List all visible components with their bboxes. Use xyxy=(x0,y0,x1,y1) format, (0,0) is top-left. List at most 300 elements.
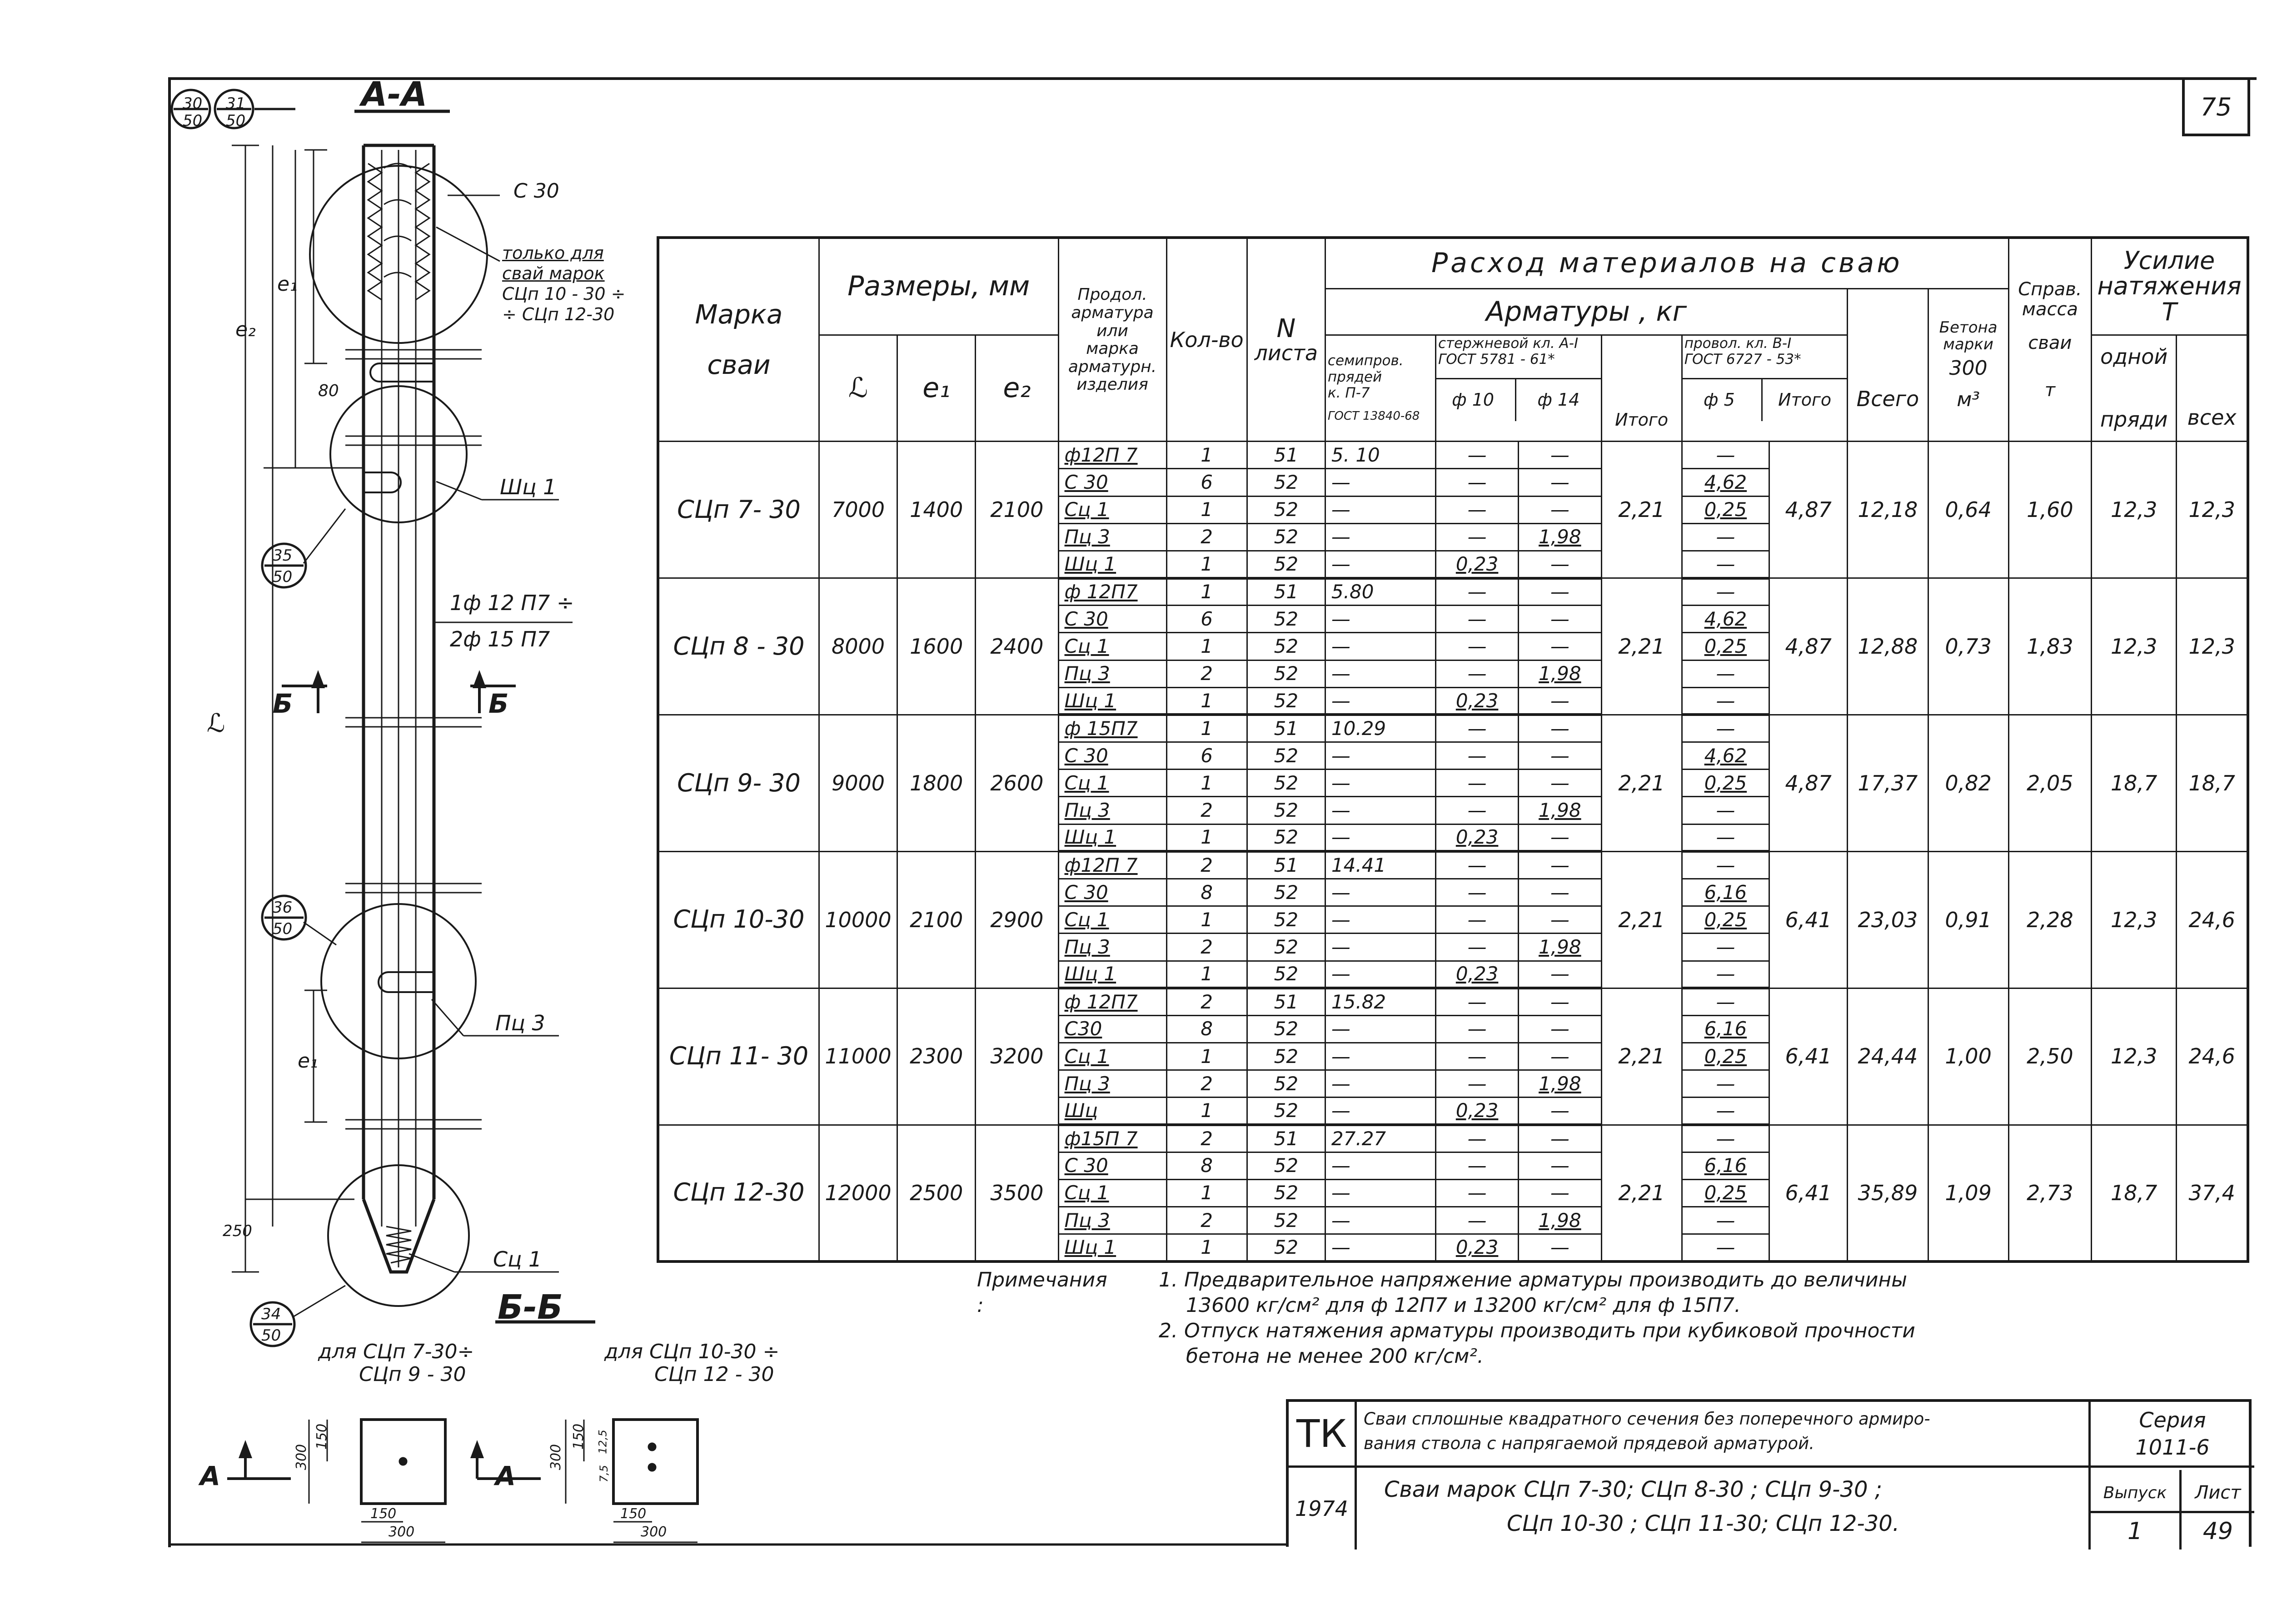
note-1-cont: 13600 кг/см² для ф 12П7 и 13200 кг/см² для ф 15П7. xyxy=(1186,1294,1741,1317)
item-qty: 1 xyxy=(1166,715,1247,742)
table-row xyxy=(658,988,2248,1015)
item-d14: — xyxy=(1519,633,1601,660)
item-strand: — xyxy=(1325,934,1435,961)
item-mark: Пц 3 xyxy=(1058,523,1166,551)
item-d5: 0,25 xyxy=(1682,633,1769,660)
item-d10: — xyxy=(1435,879,1518,906)
item-d5: 0,25 xyxy=(1682,906,1769,934)
item-sheet: 52 xyxy=(1247,1152,1325,1179)
item-strand: — xyxy=(1325,633,1435,660)
title-block xyxy=(1286,1399,2252,1547)
ref-36-50: 50 xyxy=(273,920,293,938)
item-d14: — xyxy=(1519,1234,1601,1261)
hdr-strand: семипров. прядей к. П-7 ГОСТ 13840-68 xyxy=(1325,335,1435,442)
hdr-d10: ф 10 xyxy=(1435,379,1516,421)
item-mark: Пц 3 xyxy=(1058,660,1166,687)
item-d10: — xyxy=(1435,633,1518,660)
item-sheet: 52 xyxy=(1247,660,1325,687)
item-d10: — xyxy=(1435,1125,1518,1152)
item-qty: 1 xyxy=(1166,633,1247,660)
item-strand: — xyxy=(1325,824,1435,851)
callout-only-4: ÷ СЦп 12-30 xyxy=(502,304,615,324)
item-strand: — xyxy=(1325,1234,1435,1261)
cross-right-300v: 300 xyxy=(548,1444,564,1470)
tension-all: 12,3 xyxy=(2177,578,2248,715)
item-sheet: 51 xyxy=(1247,988,1325,1015)
rod-total: 2,21 xyxy=(1601,1125,1682,1261)
concrete-volume: 0,91 xyxy=(1928,851,2008,988)
item-mark: ф15П 7 xyxy=(1058,1125,1166,1152)
item-d5: — xyxy=(1682,578,1769,606)
item-strand: — xyxy=(1325,797,1435,824)
table-row xyxy=(658,851,2248,879)
ref-35: 35 xyxy=(273,546,293,565)
item-d10: — xyxy=(1435,442,1518,469)
item-strand: — xyxy=(1325,606,1435,633)
size-e1: 1400 xyxy=(897,442,976,578)
item-d10: — xyxy=(1435,770,1518,797)
hdr-mass: Справ. масса сваи т xyxy=(2008,238,2091,442)
item-qty: 2 xyxy=(1166,797,1247,824)
org-code: ТК xyxy=(1296,1411,1347,1456)
item-d10: — xyxy=(1435,742,1518,770)
tension-all: 12,3 xyxy=(2177,442,2248,578)
description-2: вания ствола с напрягаемой прядевой арматурой. xyxy=(1364,1434,1814,1453)
ref-34-50: 50 xyxy=(261,1326,281,1345)
rod-total: 2,21 xyxy=(1601,988,1682,1125)
cross-right-75: 7,5 xyxy=(598,1465,611,1483)
wire-total: 6,41 xyxy=(1769,988,1848,1125)
item-d10: — xyxy=(1435,578,1518,606)
item-strand: — xyxy=(1325,770,1435,797)
item-d5: 0,25 xyxy=(1682,496,1769,523)
item-d14: — xyxy=(1519,606,1601,633)
item-mark: ф 12П7 xyxy=(1058,578,1166,606)
cross-right-300h: 300 xyxy=(641,1524,667,1540)
size-e2: 2400 xyxy=(976,578,1058,715)
item-d10: 0,23 xyxy=(1435,551,1518,578)
item-strand: 10.29 xyxy=(1325,715,1435,742)
item-qty: 1 xyxy=(1166,496,1247,523)
table-row xyxy=(658,442,2248,469)
item-qty: 1 xyxy=(1166,551,1247,578)
item-d14: — xyxy=(1519,496,1601,523)
issue-label: Выпуск xyxy=(2103,1483,2167,1502)
size-L: 10000 xyxy=(819,851,897,988)
section-mark-a-left: А xyxy=(200,1460,220,1491)
page-number: 75 xyxy=(2182,77,2250,136)
item-mark: ф12П 7 xyxy=(1058,851,1166,879)
item-d5: 6,16 xyxy=(1682,1152,1769,1179)
callout-only-2: свай марок xyxy=(502,263,605,283)
item-d5: — xyxy=(1682,797,1769,824)
size-e2: 2100 xyxy=(976,442,1058,578)
hdr-qty: Кол-во xyxy=(1166,238,1247,442)
pile-mass: 2,05 xyxy=(2008,715,2091,851)
table-row xyxy=(658,715,2248,742)
item-qty: 1 xyxy=(1166,442,1247,469)
item-strand: 5. 10 xyxy=(1325,442,1435,469)
hdr-prod: Продол. арматура или марка арматурн. изделия xyxy=(1058,238,1166,442)
grand-total: 12,18 xyxy=(1848,442,1928,578)
item-sheet: 52 xyxy=(1247,469,1325,496)
cross-right-caption-2: СЦп 12 - 30 xyxy=(654,1363,774,1386)
size-e2: 3200 xyxy=(976,988,1058,1125)
item-d5: — xyxy=(1682,442,1769,469)
section-aa-title: А-А xyxy=(361,75,428,114)
item-mark: Сц 1 xyxy=(1058,1179,1166,1207)
item-qty: 2 xyxy=(1166,523,1247,551)
sheet-value: 49 xyxy=(2202,1518,2233,1545)
item-mark: С 30 xyxy=(1058,879,1166,906)
item-d10: 0,23 xyxy=(1435,1234,1518,1261)
wire-total: 4,87 xyxy=(1769,578,1848,715)
item-mark: Пц 3 xyxy=(1058,797,1166,824)
description-1: Сваи сплошные квадратного сечения без поперечного армиро- xyxy=(1364,1409,1930,1429)
item-d14: — xyxy=(1519,1043,1601,1070)
item-mark: С 30 xyxy=(1058,1152,1166,1179)
item-d10: 0,23 xyxy=(1435,1098,1518,1125)
item-strand: — xyxy=(1325,687,1435,715)
item-d5: — xyxy=(1682,523,1769,551)
note-1: 1. Предварительное напряжение арматуры производить до величины xyxy=(1159,1268,1907,1291)
pile-mass: 1,83 xyxy=(2008,578,2091,715)
hdr-subtotal2: Итого xyxy=(1778,390,1832,410)
rod-total: 2,21 xyxy=(1601,578,1682,715)
item-d10: — xyxy=(1435,797,1518,824)
item-qty: 2 xyxy=(1166,660,1247,687)
item-sheet: 52 xyxy=(1247,1179,1325,1207)
item-strand: — xyxy=(1325,961,1435,988)
size-e1: 2100 xyxy=(897,851,976,988)
item-d5: 0,25 xyxy=(1682,770,1769,797)
grand-total: 12,88 xyxy=(1848,578,1928,715)
item-d14: 1,98 xyxy=(1519,1070,1601,1098)
item-d14: — xyxy=(1519,1152,1601,1179)
item-qty: 6 xyxy=(1166,606,1247,633)
item-qty: 1 xyxy=(1166,1043,1247,1070)
table-row xyxy=(658,578,2248,606)
materials-table xyxy=(657,236,2249,1263)
item-qty: 8 xyxy=(1166,1015,1247,1043)
item-mark: ф 15П7 xyxy=(1058,715,1166,742)
wire-total: 4,87 xyxy=(1769,715,1848,851)
item-d5: — xyxy=(1682,1207,1769,1234)
item-d14: — xyxy=(1519,715,1601,742)
pile-mark: СЦп 10-30 xyxy=(658,851,819,988)
tension-all: 24,6 xyxy=(2177,851,2248,988)
item-d14: — xyxy=(1519,879,1601,906)
item-d5: — xyxy=(1682,1070,1769,1098)
item-d5: 4,62 xyxy=(1682,469,1769,496)
item-mark: Пц 3 xyxy=(1058,934,1166,961)
tension-all: 37,4 xyxy=(2177,1125,2248,1261)
item-strand: — xyxy=(1325,469,1435,496)
item-d14: — xyxy=(1519,906,1601,934)
pile-mass: 1,60 xyxy=(2008,442,2091,578)
item-d5: — xyxy=(1682,824,1769,851)
tension-one: 18,7 xyxy=(2092,715,2177,851)
item-d14: 1,98 xyxy=(1519,797,1601,824)
item-d5: 6,16 xyxy=(1682,879,1769,906)
tension-one: 12,3 xyxy=(2092,851,2177,988)
rod-total: 2,21 xyxy=(1601,715,1682,851)
item-sheet: 52 xyxy=(1247,1098,1325,1125)
item-sheet: 52 xyxy=(1247,906,1325,934)
item-d14: — xyxy=(1519,851,1601,879)
callout-c30: С 30 xyxy=(513,179,559,203)
item-sheet: 52 xyxy=(1247,742,1325,770)
item-sheet: 51 xyxy=(1247,442,1325,469)
callout-only-3: СЦп 10 - 30 ÷ xyxy=(502,284,626,304)
note-2-cont: бетона не менее 200 кг/см². xyxy=(1186,1345,1484,1368)
wire-total: 6,41 xyxy=(1769,1125,1848,1261)
hdr-d14: ф 14 xyxy=(1537,390,1580,410)
item-mark: Шц xyxy=(1058,1098,1166,1125)
item-d14: — xyxy=(1519,824,1601,851)
item-d14: 1,98 xyxy=(1519,523,1601,551)
callout-only-1: только для xyxy=(502,243,604,263)
item-strand: — xyxy=(1325,879,1435,906)
item-sheet: 52 xyxy=(1247,523,1325,551)
item-sheet: 52 xyxy=(1247,824,1325,851)
wire-total: 6,41 xyxy=(1769,851,1848,988)
cross-left-300h: 300 xyxy=(389,1524,415,1540)
item-qty: 2 xyxy=(1166,988,1247,1015)
grand-total: 35,89 xyxy=(1848,1125,1928,1261)
series-value: 1011-6 xyxy=(2135,1435,2210,1460)
note-2: 2. Отпуск натяжения арматуры производить при кубиковой прочности xyxy=(1159,1319,1915,1342)
item-sheet: 52 xyxy=(1247,934,1325,961)
item-mark: Шц 1 xyxy=(1058,687,1166,715)
rod-total: 2,21 xyxy=(1601,442,1682,578)
pile-mass: 2,28 xyxy=(2008,851,2091,988)
item-sheet: 51 xyxy=(1247,578,1325,606)
hdr-consumption: Расход материалов на сваю xyxy=(1325,238,2008,288)
cross-left-300v: 300 xyxy=(294,1444,310,1470)
item-strand: — xyxy=(1325,523,1435,551)
section-mark-b-left: Б xyxy=(273,688,293,719)
item-strand: — xyxy=(1325,1179,1435,1207)
ref-30: 30 xyxy=(183,94,203,113)
item-mark: Шц 1 xyxy=(1058,824,1166,851)
item-qty: 1 xyxy=(1166,1098,1247,1125)
hdr-subtotal: Итого xyxy=(1601,335,1682,442)
item-d14: — xyxy=(1519,742,1601,770)
item-qty: 1 xyxy=(1166,1234,1247,1261)
pile-mark: СЦп 9- 30 xyxy=(658,715,819,851)
tension-all: 24,6 xyxy=(2177,988,2248,1125)
item-mark: ф 12П7 xyxy=(1058,988,1166,1015)
tension-one: 12,3 xyxy=(2092,988,2177,1125)
pile-mass: 2,73 xyxy=(2008,1125,2091,1261)
hdr-e1: e₁ xyxy=(897,335,976,442)
item-strand: — xyxy=(1325,496,1435,523)
ref-35-50: 50 xyxy=(273,568,293,586)
item-sheet: 52 xyxy=(1247,496,1325,523)
item-d5: — xyxy=(1682,1125,1769,1152)
cross-left-caption-1: для СЦп 7-30÷ xyxy=(318,1340,474,1363)
cross-left-150h: 150 xyxy=(370,1506,397,1522)
item-sheet: 52 xyxy=(1247,606,1325,633)
callout-rebar-1: 1ф 12 П7 ÷ xyxy=(450,591,574,615)
item-d14: — xyxy=(1519,469,1601,496)
item-d10: — xyxy=(1435,1070,1518,1098)
cross-left-caption-2: СЦп 9 - 30 xyxy=(359,1363,466,1386)
dim-e2: e₂ xyxy=(235,318,256,341)
item-d14: — xyxy=(1519,1179,1601,1207)
dim-80: 80 xyxy=(318,382,339,400)
callout-pc3: Пц 3 xyxy=(495,1011,545,1035)
item-strand: — xyxy=(1325,1043,1435,1070)
tension-one: 12,3 xyxy=(2092,578,2177,715)
item-qty: 8 xyxy=(1166,1152,1247,1179)
item-d5: — xyxy=(1682,851,1769,879)
item-d5: — xyxy=(1682,660,1769,687)
item-mark: Сц 1 xyxy=(1058,496,1166,523)
item-qty: 2 xyxy=(1166,1125,1247,1152)
section-mark-a-right: А xyxy=(495,1460,516,1491)
size-e2: 3500 xyxy=(976,1125,1058,1261)
item-d10: — xyxy=(1435,988,1518,1015)
ref-31: 31 xyxy=(226,94,246,113)
item-d5: 4,62 xyxy=(1682,742,1769,770)
pile-mark: СЦп 8 - 30 xyxy=(658,578,819,715)
grand-total: 24,44 xyxy=(1848,988,1928,1125)
item-d14: — xyxy=(1519,770,1601,797)
item-mark: ф12П 7 xyxy=(1058,442,1166,469)
item-strand: — xyxy=(1325,1152,1435,1179)
item-d10: — xyxy=(1435,851,1518,879)
item-sheet: 51 xyxy=(1247,715,1325,742)
dim-l: ℒ xyxy=(207,709,225,738)
item-qty: 1 xyxy=(1166,906,1247,934)
item-qty: 6 xyxy=(1166,469,1247,496)
size-L: 7000 xyxy=(819,442,897,578)
hdr-sheet: N листа xyxy=(1247,238,1325,442)
item-qty: 6 xyxy=(1166,742,1247,770)
grand-total: 17,37 xyxy=(1848,715,1928,851)
pile-mark: СЦп 11- 30 xyxy=(658,988,819,1125)
hdr-mark: Марка сваи xyxy=(658,238,819,442)
size-e2: 2600 xyxy=(976,715,1058,851)
item-mark: С 30 xyxy=(1058,469,1166,496)
item-d14: 1,98 xyxy=(1519,660,1601,687)
item-d5: — xyxy=(1682,715,1769,742)
hdr-rod: стержневой кл. А-I ГОСТ 5781 - 61* ф 10 ф 14 xyxy=(1435,335,1601,442)
item-sheet: 52 xyxy=(1247,1070,1325,1098)
item-d5: 0,25 xyxy=(1682,1043,1769,1070)
size-e1: 1600 xyxy=(897,578,976,715)
hdr-wire: провол. кл. В-I ГОСТ 6727 - 53* ф 5 Итого xyxy=(1682,335,1848,442)
size-e1: 2300 xyxy=(897,988,976,1125)
pile-mark: СЦп 7- 30 xyxy=(658,442,819,578)
concrete-volume: 0,82 xyxy=(1928,715,2008,851)
item-mark: Сц 1 xyxy=(1058,770,1166,797)
size-e1: 1800 xyxy=(897,715,976,851)
cross-right-150v: 150 xyxy=(571,1423,587,1450)
item-d5: 6,16 xyxy=(1682,1015,1769,1043)
item-d14: — xyxy=(1519,687,1601,715)
year: 1974 xyxy=(1295,1496,1349,1521)
table-row xyxy=(658,1125,2248,1152)
cross-right-150h: 150 xyxy=(620,1506,647,1522)
ref-36: 36 xyxy=(273,899,293,917)
tension-one: 18,7 xyxy=(2092,1125,2177,1261)
item-d14: — xyxy=(1519,961,1601,988)
item-d10: — xyxy=(1435,523,1518,551)
item-strand: 14.41 xyxy=(1325,851,1435,879)
item-sheet: 52 xyxy=(1247,1207,1325,1234)
item-mark: Шц 1 xyxy=(1058,961,1166,988)
section-mark-b-right: Б xyxy=(488,688,509,719)
item-qty: 2 xyxy=(1166,1070,1247,1098)
concrete-volume: 1,09 xyxy=(1928,1125,2008,1261)
item-sheet: 52 xyxy=(1247,797,1325,824)
item-d5: — xyxy=(1682,687,1769,715)
item-qty: 1 xyxy=(1166,824,1247,851)
item-d14: — xyxy=(1519,578,1601,606)
item-sheet: 52 xyxy=(1247,961,1325,988)
concrete-volume: 0,73 xyxy=(1928,578,2008,715)
item-strand: — xyxy=(1325,906,1435,934)
item-d5: 0,25 xyxy=(1682,1179,1769,1207)
item-d14: 1,98 xyxy=(1519,1207,1601,1234)
item-d10: — xyxy=(1435,715,1518,742)
item-strand: — xyxy=(1325,1207,1435,1234)
title-2: СЦп 10-30 ; СЦп 11-30; СЦп 12-30. xyxy=(1507,1511,1900,1536)
size-L: 9000 xyxy=(819,715,897,851)
section-bb-title: Б-Б xyxy=(498,1288,563,1327)
notes-label: Примечания : xyxy=(977,1268,1107,1317)
item-d10: — xyxy=(1435,1179,1518,1207)
item-d10: — xyxy=(1435,906,1518,934)
item-mark: С30 xyxy=(1058,1015,1166,1043)
sheet-label: Лист xyxy=(2195,1482,2241,1503)
item-d5: — xyxy=(1682,1234,1769,1261)
item-qty: 8 xyxy=(1166,879,1247,906)
item-strand: 5.80 xyxy=(1325,578,1435,606)
item-qty: 1 xyxy=(1166,578,1247,606)
item-mark: Сц 1 xyxy=(1058,1043,1166,1070)
item-sheet: 51 xyxy=(1247,851,1325,879)
item-strand: — xyxy=(1325,1015,1435,1043)
item-sheet: 52 xyxy=(1247,770,1325,797)
callout-sc1: Сц 1 xyxy=(493,1247,542,1271)
issue-value: 1 xyxy=(2127,1518,2143,1545)
item-d5: 4,62 xyxy=(1682,606,1769,633)
hdr-one: одной пряди xyxy=(2092,335,2177,442)
item-d14: 1,98 xyxy=(1519,934,1601,961)
wire-total: 4,87 xyxy=(1769,442,1848,578)
hdr-e2: e₂ xyxy=(976,335,1058,442)
item-mark: Шц 1 xyxy=(1058,551,1166,578)
hdr-L: ℒ xyxy=(819,335,897,442)
item-strand: — xyxy=(1325,551,1435,578)
item-qty: 1 xyxy=(1166,770,1247,797)
item-strand: — xyxy=(1325,1070,1435,1098)
item-strand: — xyxy=(1325,1098,1435,1125)
item-d14: — xyxy=(1519,442,1601,469)
size-e2: 2900 xyxy=(976,851,1058,988)
item-qty: 1 xyxy=(1166,1179,1247,1207)
item-d10: 0,23 xyxy=(1435,824,1518,851)
item-sheet: 52 xyxy=(1247,1234,1325,1261)
item-qty: 2 xyxy=(1166,1207,1247,1234)
cross-right-caption-1: для СЦп 10-30 ÷ xyxy=(604,1340,780,1363)
ref-34: 34 xyxy=(261,1305,281,1323)
hdr-tension: Усилие натяжения Т xyxy=(2092,238,2248,335)
